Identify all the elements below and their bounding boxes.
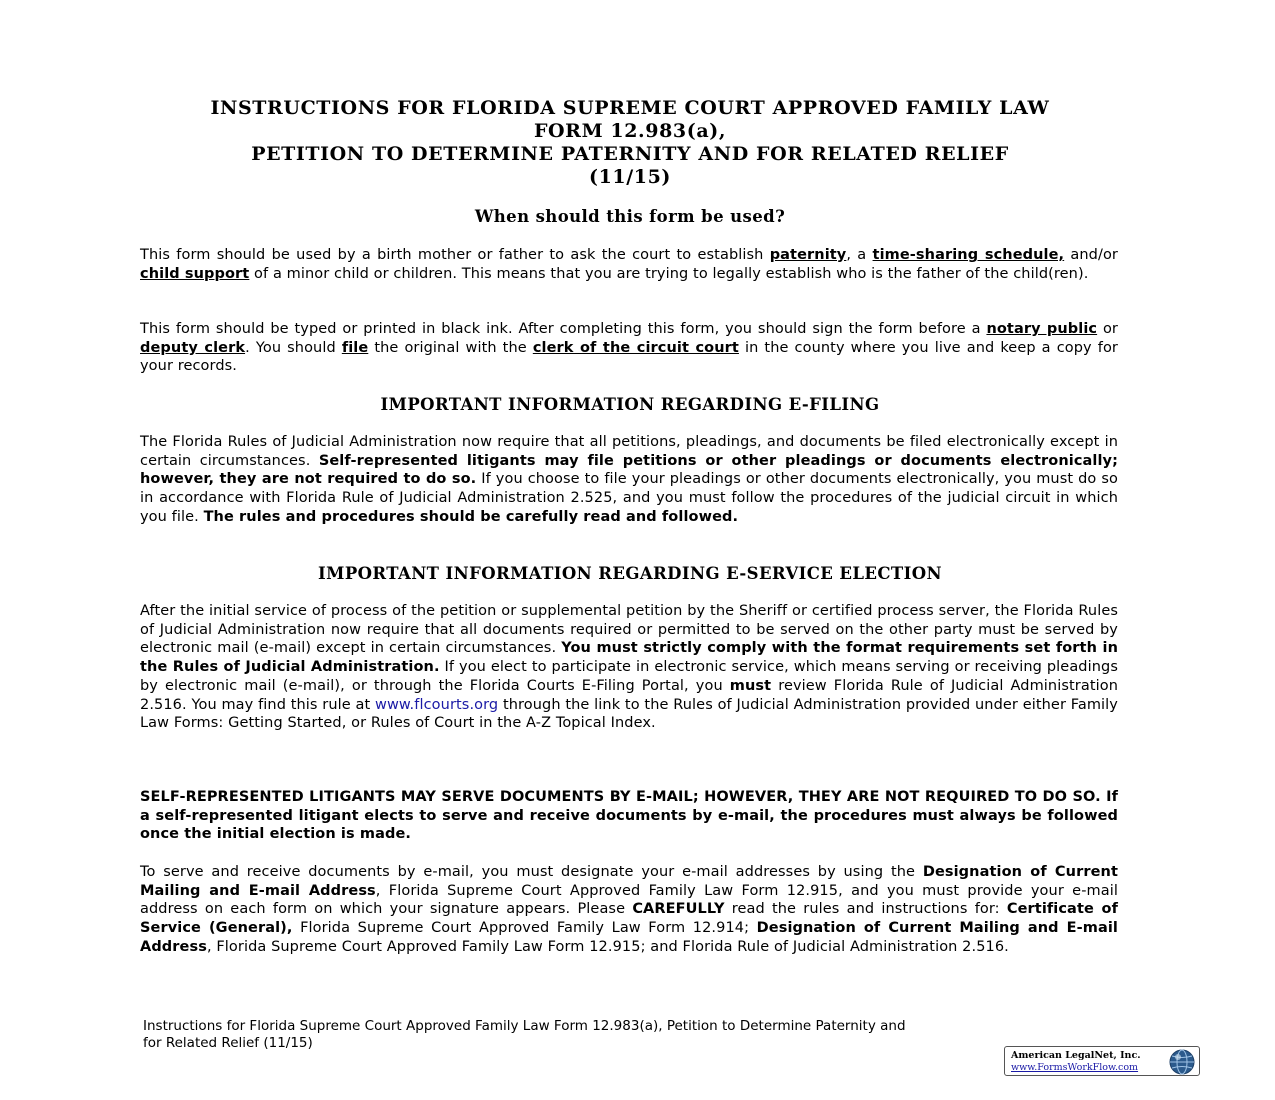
text-run: After the initial service of process of the petition or supplemental petition by the Sheriff or certified process server, the Florida Rules of Judicial Administration now require that all documents required or permitted to be served on the other party must be served by electronic mail (e-mail) except in certain circumstances.: [140, 603, 1118, 657]
bold-run: Designation of Current Mailing and E-mail Address: [140, 920, 1118, 955]
child-support-link[interactable]: child support: [140, 265, 250, 282]
title-line-2: FORM 12.983(a),: [533, 120, 727, 142]
bold-run: You must strictly comply with the format requirements set forth in the Rules of Judicial Administration.: [140, 640, 1118, 676]
text-run: , Florida Supreme Court Approved Family Law Form 12.915; and Florida Rule of Judicial Administration 2.516.: [206, 938, 1009, 955]
text-run: review Florida Rule of Judicial Administration 2.516. You may find this rule at: [140, 677, 1118, 713]
page-footer: [143, 1018, 1103, 1052]
when-heading: When should this form be used?: [474, 207, 786, 226]
bold-run: The rules and procedures should be carefully read and followed.: [203, 508, 739, 525]
bold-run: Self-represented litigants may file petitions or other pleadings or documents electronically; however, they are not required to do so.: [140, 452, 1118, 488]
text-run: and/or: [1064, 247, 1118, 263]
flcourts-link[interactable]: www.flcourts.org: [375, 696, 499, 713]
title-line-3: PETITION TO DETERMINE PATERNITY AND FOR RELATED RELIEF: [251, 143, 1009, 165]
title-line-1: INSTRUCTIONS FOR FLORIDA SUPREME COURT APPROVED FAMILY LAW: [210, 97, 1050, 119]
title-line-4: (11/15): [589, 166, 671, 188]
text-run: If you choose to file your pleadings or other documents electronically, you must do so in accordance with Florida Rule of Judicial Administration 2.525, and you must follow the procedures of the judicial circuit in which you file.: [140, 471, 1118, 525]
text-run: through the link to the Rules of Judicial Administration provided under either Family Law Forms: Getting Started, or Rules of Court in the A-Z Topical Index.: [140, 696, 1118, 732]
text-run: the original with the: [368, 339, 533, 356]
text-run: The Florida Rules of Judicial Administration now require that all petitions, pleadings, and documents be filed electronically except in certain circumstances.: [140, 434, 1118, 469]
logo-url-link[interactable]: www.FormsWorkFlow.com: [1011, 1062, 1139, 1073]
time-sharing-schedule-link[interactable]: time-sharing schedule,: [872, 247, 1065, 263]
clerk-of-circuit-court-link[interactable]: clerk of the circuit court: [532, 339, 739, 356]
text-run: . You should: [245, 339, 342, 356]
bold-run: CAREFULLY: [632, 901, 725, 918]
self-represented-notice: SELF-REPRESENTED LITIGANTS MAY SERVE DOCUMENTS BY E-MAIL; HOWEVER, THEY ARE NOT REQUIRED TO DO SO. If a self-represented litigant elects to serve and receive documents by e-mail, the procedures must always be followed once the initial election is made.: [140, 789, 1118, 843]
file-link[interactable]: file: [341, 339, 369, 356]
text-run: read the rules and instructions for:: [724, 901, 1007, 918]
text-run: This form should be typed or printed in black ink. After completing this form, you should sign the form before a: [140, 321, 987, 337]
usage-paragraph: [140, 246, 1118, 283]
text-run: in the county where you live and keep a copy for your records.: [140, 339, 1118, 375]
footer-line-2: for Related Relief (11/15): [143, 1035, 313, 1051]
text-run: , Florida Supreme Court Approved Family Law Form 12.915, and you must provide your e-mail address on each form on which your signature appears. Please: [140, 882, 1118, 918]
paternity-link[interactable]: paternity: [769, 247, 847, 263]
footer-line-1: Instructions for Florida Supreme Court Approved Family Law Form 12.983(a), Petition to Determine Paternity and: [143, 1018, 906, 1034]
text-run: or: [1097, 321, 1118, 337]
text-run: This form should be used by a birth mother or father to ask the court to establish: [140, 247, 770, 263]
text-run: To serve and receive documents by e-mail, you must designate your e-mail addresses by using the: [140, 864, 923, 880]
globe-icon: [1168, 1048, 1196, 1076]
text-run: Florida Supreme Court Approved Family Law Form 12.914;: [292, 920, 757, 937]
bold-run: Designation of Current Mailing and E-mail Address: [140, 864, 1118, 899]
american-legalnet-logo[interactable]: [1004, 1046, 1200, 1076]
document-title: [130, 97, 1130, 189]
eservice-heading: IMPORTANT INFORMATION REGARDING E-SERVICE ELECTION: [318, 564, 942, 583]
email-designation-paragraph: [140, 863, 1118, 957]
logo-company-name: American LegalNet, Inc.: [1011, 1050, 1141, 1061]
text-run: If you elect to participate in electronic service, which means serving or receiving pleadings by electronic mail (e-mail), or through the Florida Courts E-Filing Portal, you: [140, 659, 1118, 694]
eservice-paragraph: [140, 602, 1118, 733]
bold-run: Certificate of Service (General),: [140, 901, 1119, 937]
notary-public-link[interactable]: notary public: [986, 321, 1098, 337]
deputy-clerk-link[interactable]: deputy clerk: [140, 339, 246, 356]
efiling-paragraph: [140, 433, 1118, 527]
efiling-heading: IMPORTANT INFORMATION REGARDING E-FILING: [380, 395, 880, 414]
text-run: of a minor child or children. This means that you are trying to legally establish who is the father of the child(ren).: [249, 265, 1089, 282]
filing-paragraph: [140, 320, 1118, 376]
bold-run: must: [729, 677, 772, 694]
text-run: , a: [846, 247, 873, 263]
